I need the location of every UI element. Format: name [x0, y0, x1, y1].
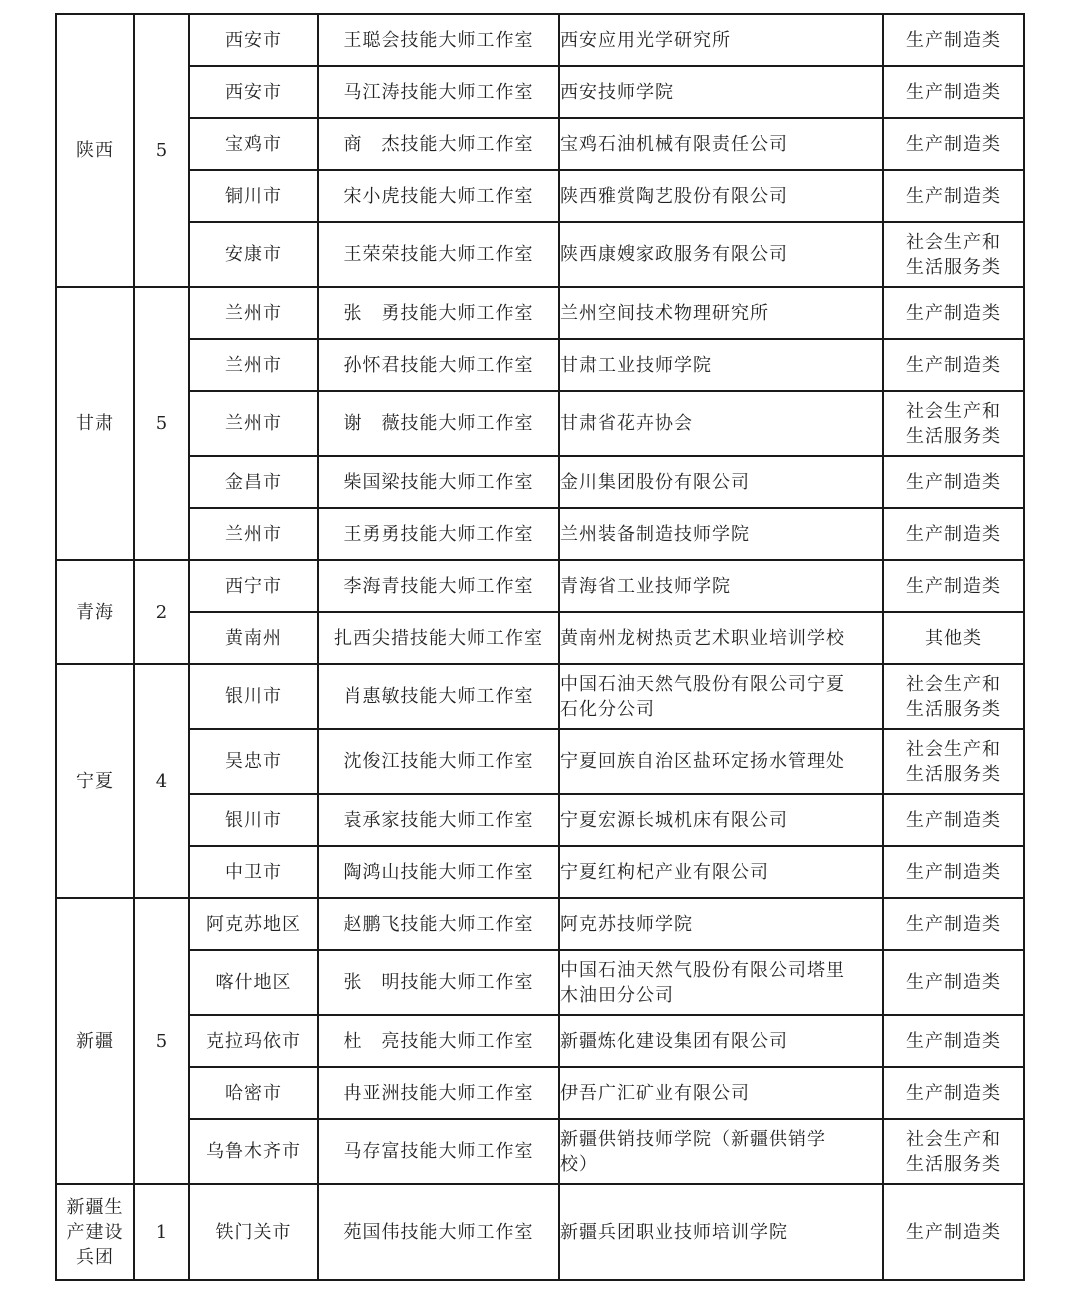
- category-cell: [883, 287, 1024, 339]
- studio-label: 商 杰技能大师工作室: [343, 133, 534, 155]
- category-label: 社会生产和 生活服务类: [906, 738, 1001, 785]
- province-cell: [56, 287, 134, 560]
- unit-cell: [559, 1067, 883, 1119]
- category-label: 社会生产和 生活服务类: [906, 673, 1001, 720]
- studio-cell: [318, 508, 559, 560]
- category-cell: [883, 391, 1024, 456]
- count-label: 1: [155, 1221, 168, 1243]
- count-cell: [134, 560, 189, 664]
- table-row: [56, 664, 1024, 729]
- studio-label: 马存富技能大师工作室: [343, 1141, 534, 1162]
- province-cell: [56, 560, 134, 664]
- unit-label: 新疆供销技师学院（新疆供销学 校）: [560, 1128, 826, 1175]
- city-cell: [189, 846, 318, 898]
- unit-cell: [559, 1184, 883, 1280]
- unit-label: 西安技师学院: [560, 81, 674, 103]
- category-label: 生产制造类: [906, 354, 1001, 376]
- studio-cell: [318, 664, 559, 729]
- unit-label: 中国石油天然气股份有限公司宁夏 石化分公司: [560, 673, 845, 720]
- city-cell: [189, 508, 318, 560]
- studio-cell: [318, 287, 559, 339]
- province-label: 宁夏: [76, 770, 114, 792]
- studio-cell: [318, 846, 559, 898]
- province-label: 青海: [76, 601, 114, 623]
- city-label: 兰州市: [225, 523, 282, 545]
- category-label: 生产制造类: [906, 861, 1001, 883]
- studio-label: 冉亚洲技能大师工作室: [343, 1082, 534, 1104]
- table-row: [56, 898, 1024, 950]
- city-label: 喀什地区: [215, 972, 292, 993]
- category-cell: [883, 1067, 1024, 1119]
- table-row: [56, 846, 1024, 898]
- category-cell: [883, 66, 1024, 118]
- province-label: 甘肃: [76, 413, 114, 434]
- category-label: 生产制造类: [906, 1030, 1001, 1052]
- category-cell: [883, 898, 1024, 950]
- category-cell: [883, 508, 1024, 560]
- unit-label: 宝鸡石油机械有限责任公司: [560, 133, 788, 155]
- unit-cell: [559, 170, 883, 222]
- unit-label: 黄南州龙树热贡艺术职业培训学校: [560, 627, 845, 649]
- table-row: [56, 1067, 1024, 1119]
- unit-cell: [559, 729, 883, 794]
- category-cell: [883, 170, 1024, 222]
- city-label: 中卫市: [225, 861, 282, 883]
- city-label: 铜川市: [225, 185, 282, 207]
- province-label: 新疆: [76, 1030, 114, 1052]
- table-row: [56, 950, 1024, 1015]
- studio-cell: [318, 118, 559, 170]
- unit-label: 阿克苏技师学院: [560, 913, 693, 935]
- category-cell: [883, 560, 1024, 612]
- city-label: 西宁市: [225, 575, 282, 597]
- studio-cell: [318, 560, 559, 612]
- category-cell: [883, 846, 1024, 898]
- city-label: 银川市: [225, 809, 282, 831]
- studio-label: 王勇勇技能大师工作室: [343, 523, 534, 545]
- unit-label: 兰州空间技术物理研究所: [560, 302, 769, 324]
- city-cell: [189, 14, 318, 66]
- city-label: 兰州市: [225, 302, 282, 324]
- unit-label: 宁夏回族自治区盐环定扬水管理处: [560, 751, 845, 772]
- city-label: 安康市: [225, 244, 282, 265]
- category-label: 生产制造类: [906, 185, 1001, 207]
- category-label: 生产制造类: [906, 302, 1001, 324]
- studio-label: 马江涛技能大师工作室: [343, 81, 534, 103]
- city-cell: [189, 1119, 318, 1184]
- city-label: 西安市: [225, 29, 282, 51]
- city-label: 铁门关市: [215, 1221, 292, 1243]
- unit-cell: [559, 846, 883, 898]
- studio-label: 赵鹏飞技能大师工作室: [343, 913, 534, 935]
- category-cell: [883, 118, 1024, 170]
- unit-cell: [559, 560, 883, 612]
- studio-label: 宋小虎技能大师工作室: [343, 185, 534, 207]
- category-label: 社会生产和 生活服务类: [906, 231, 1001, 278]
- category-cell: [883, 729, 1024, 794]
- city-label: 黄南州: [225, 627, 282, 649]
- studio-label: 李海青技能大师工作室: [343, 575, 534, 597]
- unit-cell: [559, 66, 883, 118]
- city-cell: [189, 794, 318, 846]
- city-cell: [189, 118, 318, 170]
- province-label: 陕西: [76, 140, 114, 161]
- studio-cell: [318, 222, 559, 287]
- studio-cell: [318, 14, 559, 66]
- studio-label: 袁承家技能大师工作室: [343, 809, 534, 831]
- category-label: 生产制造类: [906, 471, 1001, 493]
- table-row: [56, 391, 1024, 456]
- table-row: [56, 729, 1024, 794]
- category-cell: [883, 612, 1024, 664]
- studio-cell: [318, 66, 559, 118]
- count-label: 5: [155, 413, 168, 434]
- unit-cell: [559, 339, 883, 391]
- category-cell: [883, 664, 1024, 729]
- table-row: [56, 612, 1024, 664]
- unit-cell: [559, 950, 883, 1015]
- city-cell: [189, 222, 318, 287]
- category-label: 生产制造类: [906, 809, 1001, 831]
- unit-label: 金川集团股份有限公司: [560, 471, 750, 493]
- unit-cell: [559, 1015, 883, 1067]
- unit-cell: [559, 612, 883, 664]
- city-cell: [189, 612, 318, 664]
- studio-label: 柴国梁技能大师工作室: [343, 471, 534, 493]
- studio-cell: [318, 729, 559, 794]
- city-label: 乌鲁木齐市: [206, 1141, 301, 1162]
- city-cell: [189, 1067, 318, 1119]
- table-row: [56, 1015, 1024, 1067]
- category-cell: [883, 1119, 1024, 1184]
- unit-cell: [559, 508, 883, 560]
- city-cell: [189, 339, 318, 391]
- city-label: 宝鸡市: [225, 133, 282, 155]
- category-label: 社会生产和 生活服务类: [906, 400, 1001, 447]
- city-cell: [189, 950, 318, 1015]
- studio-cell: [318, 794, 559, 846]
- city-cell: [189, 66, 318, 118]
- studio-label: 苑国伟技能大师工作室: [343, 1221, 534, 1243]
- city-cell: [189, 1184, 318, 1280]
- city-cell: [189, 1015, 318, 1067]
- count-cell: [134, 14, 189, 287]
- category-label: 生产制造类: [906, 1082, 1001, 1104]
- table-row: [56, 287, 1024, 339]
- studio-label: 王聪会技能大师工作室: [343, 29, 534, 51]
- table-row: [56, 339, 1024, 391]
- studio-list-table: [55, 13, 1025, 1281]
- unit-label: 伊吾广汇矿业有限公司: [560, 1082, 750, 1104]
- unit-label: 陕西雅赏陶艺股份有限公司: [560, 185, 788, 207]
- unit-label: 甘肃省花卉协会: [560, 413, 693, 434]
- city-label: 银川市: [225, 686, 282, 707]
- category-cell: [883, 456, 1024, 508]
- studio-label: 王荣荣技能大师工作室: [343, 244, 534, 265]
- unit-cell: [559, 118, 883, 170]
- table-row: [56, 222, 1024, 287]
- city-label: 兰州市: [225, 413, 282, 434]
- category-label: 生产制造类: [906, 972, 1001, 993]
- category-cell: [883, 222, 1024, 287]
- studio-cell: [318, 1119, 559, 1184]
- category-label: 生产制造类: [906, 133, 1001, 155]
- table-row: [56, 560, 1024, 612]
- count-label: 2: [155, 601, 168, 623]
- city-label: 克拉玛依市: [206, 1030, 301, 1052]
- category-label: 生产制造类: [906, 523, 1001, 545]
- city-cell: [189, 456, 318, 508]
- province-label: 新疆生 产建设 兵团: [66, 1196, 124, 1268]
- unit-cell: [559, 456, 883, 508]
- city-label: 金昌市: [225, 471, 282, 493]
- city-cell: [189, 898, 318, 950]
- category-label: 生产制造类: [906, 913, 1001, 935]
- province-cell: [56, 898, 134, 1184]
- table-row: [56, 170, 1024, 222]
- studio-cell: [318, 950, 559, 1015]
- unit-label: 兰州装备制造技师学院: [560, 523, 750, 545]
- studio-label: 张 勇技能大师工作室: [343, 302, 534, 324]
- unit-cell: [559, 287, 883, 339]
- studio-cell: [318, 170, 559, 222]
- table-row: [56, 508, 1024, 560]
- table-body: [56, 14, 1024, 1280]
- category-label: 生产制造类: [906, 81, 1001, 103]
- studio-cell: [318, 339, 559, 391]
- studio-label: 杜 亮技能大师工作室: [343, 1030, 534, 1052]
- studio-cell: [318, 612, 559, 664]
- unit-label: 新疆兵团职业技师培训学院: [560, 1221, 788, 1243]
- unit-cell: [559, 898, 883, 950]
- unit-cell: [559, 1119, 883, 1184]
- unit-label: 中国石油天然气股份有限公司塔里 木油田分公司: [560, 959, 845, 1006]
- city-cell: [189, 664, 318, 729]
- studio-label: 谢 薇技能大师工作室: [343, 413, 534, 434]
- city-label: 西安市: [225, 81, 282, 103]
- count-cell: [134, 1184, 189, 1280]
- studio-cell: [318, 1015, 559, 1067]
- unit-cell: [559, 222, 883, 287]
- city-cell: [189, 560, 318, 612]
- count-label: 4: [155, 770, 168, 792]
- unit-label: 西安应用光学研究所: [560, 29, 731, 51]
- unit-label: 陕西康嫂家政服务有限公司: [560, 244, 788, 265]
- studio-label: 孙怀君技能大师工作室: [343, 354, 534, 376]
- table-row: [56, 118, 1024, 170]
- city-label: 吴忠市: [225, 751, 282, 772]
- city-label: 哈密市: [225, 1082, 282, 1104]
- studio-label: 陶鸿山技能大师工作室: [343, 861, 534, 883]
- table-row: [56, 456, 1024, 508]
- studio-cell: [318, 1184, 559, 1280]
- city-label: 兰州市: [225, 354, 282, 376]
- city-cell: [189, 287, 318, 339]
- unit-cell: [559, 391, 883, 456]
- studio-label: 沈俊江技能大师工作室: [343, 751, 534, 772]
- count-label: 5: [155, 1030, 168, 1052]
- count-label: 5: [155, 140, 168, 161]
- table-row: [56, 14, 1024, 66]
- unit-label: 宁夏宏源长城机床有限公司: [560, 809, 788, 831]
- city-cell: [189, 391, 318, 456]
- category-cell: [883, 14, 1024, 66]
- category-cell: [883, 950, 1024, 1015]
- city-cell: [189, 729, 318, 794]
- unit-label: 甘肃工业技师学院: [560, 354, 712, 376]
- category-label: 生产制造类: [906, 1221, 1001, 1243]
- city-cell: [189, 170, 318, 222]
- unit-label: 青海省工业技师学院: [560, 575, 731, 597]
- table-row: [56, 66, 1024, 118]
- category-cell: [883, 339, 1024, 391]
- category-label: 生产制造类: [906, 29, 1001, 51]
- unit-label: 宁夏红枸杞产业有限公司: [560, 861, 769, 883]
- category-cell: [883, 1015, 1024, 1067]
- table-row: [56, 1184, 1024, 1280]
- studio-cell: [318, 1067, 559, 1119]
- studio-label: 扎西尖措技能大师工作室: [334, 627, 543, 649]
- province-cell: [56, 1184, 134, 1280]
- province-cell: [56, 14, 134, 287]
- count-cell: [134, 898, 189, 1184]
- count-cell: [134, 664, 189, 898]
- unit-label: 新疆炼化建设集团有限公司: [560, 1030, 788, 1052]
- studio-label: 肖惠敏技能大师工作室: [343, 686, 534, 707]
- unit-cell: [559, 14, 883, 66]
- unit-cell: [559, 664, 883, 729]
- category-label: 其他类: [925, 627, 982, 649]
- table-row: [56, 794, 1024, 846]
- category-label: 生产制造类: [906, 575, 1001, 597]
- studio-label: 张 明技能大师工作室: [343, 972, 534, 993]
- category-label: 社会生产和 生活服务类: [906, 1128, 1001, 1175]
- table-row: [56, 1119, 1024, 1184]
- count-cell: [134, 287, 189, 560]
- province-cell: [56, 664, 134, 898]
- studio-cell: [318, 391, 559, 456]
- city-label: 阿克苏地区: [206, 913, 301, 935]
- category-cell: [883, 1184, 1024, 1280]
- unit-cell: [559, 794, 883, 846]
- studio-cell: [318, 456, 559, 508]
- category-cell: [883, 794, 1024, 846]
- studio-cell: [318, 898, 559, 950]
